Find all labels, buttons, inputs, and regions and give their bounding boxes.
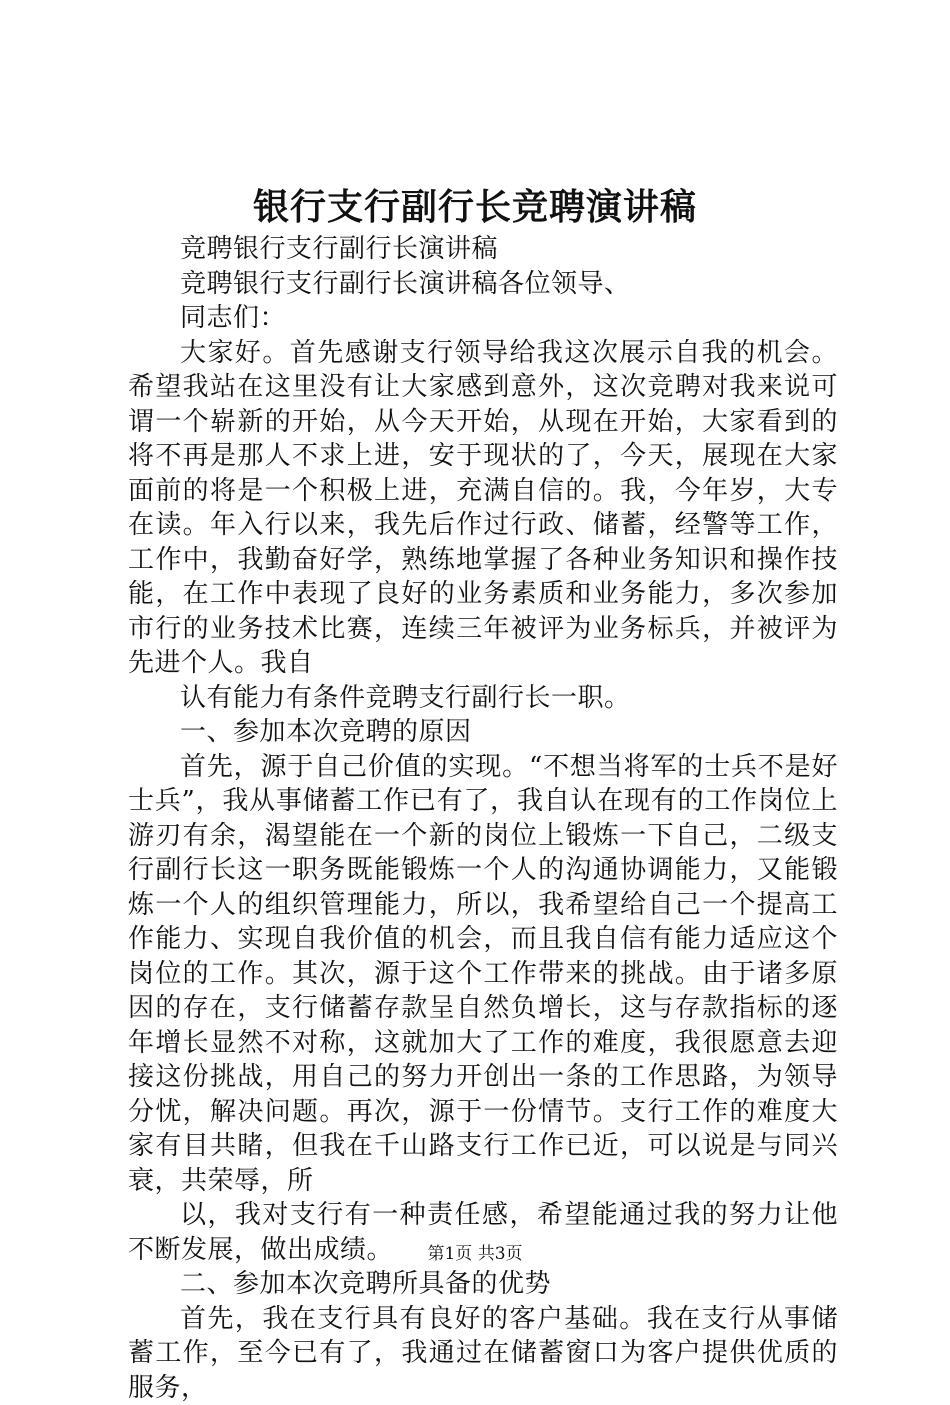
paragraph-subtitle: 竞聘银行支行副行长演讲稿	[128, 232, 838, 267]
paragraph-reasons-end: 以，我对支行有一种责任感，希望能通过我的努力让他不断发展，做出成绩。	[128, 1198, 838, 1267]
document-title: 银行支行副行长竞聘演讲稿	[0, 182, 950, 232]
section-heading-reasons: 一、参加本次竞聘的原因	[128, 715, 838, 750]
paragraph-introduction-end: 认有能力有条件竞聘支行副行长一职。	[128, 681, 838, 716]
document-body	[128, 232, 838, 1405]
paragraph-reasons: 首先，源于自己价值的实现。“不想当将军的士兵不是好士兵”，我从事储蓄工作已有了，我自认在现有的工作岗位上游刃有余，渴望能在一个新的岗位上锻炼一下自己，二级支行副行长这一职务既能锻炼一个人的沟通协调能力，又能锻炼一个人的组织管理能力，所以，我希望给自己一个提高工作能力、实现自我价值的机会，而且我自信有能力适应这个岗位的工作。其次，源于这个工作带来的挑战。由于诸多原因的存在，支行储蓄存款呈自然负增长，这与存款指标的逐年增长显然不对称，这就加大了工作的难度，我很愿意去迎接这份挑战，用自己的努力开创出一条的工作思路，为领导分忧，解决问题。再次，源于一份情节。支行工作的难度大家有目共睹，但我在千山路支行工作已近，可以说是与同兴衰，共荣辱，所	[128, 750, 838, 1199]
paragraph-salutation: 同志们：	[128, 301, 838, 336]
page-number-footer: 第1页 共3页	[0, 1243, 950, 1265]
section-heading-advantages: 二、参加本次竞聘所具备的优势	[128, 1267, 838, 1302]
paragraph-salutation-line: 竞聘银行支行副行长演讲稿各位领导、	[128, 267, 838, 302]
paragraph-introduction: 大家好。首先感谢支行领导给我这次展示自我的机会。希望我站在这里没有让大家感到意外，这次竞聘对我来说可谓一个崭新的开始，从今天开始，从现在开始，大家看到的将不再是那人不求上进，安于现状的了，今天，展现在大家面前的将是一个积极上进，充满自信的。我，今年岁，大专在读。年入行以来，我先后作过行政、储蓄，经警等工作，工作中，我勤奋好学，熟练地掌握了各种业务知识和操作技能，在工作中表现了良好的业务素质和业务能力，多次参加市行的业务技术比赛，连续三年被评为业务标兵，并被评为先进个人。我自	[128, 336, 838, 681]
paragraph-advantages: 首先，我在支行具有良好的客户基础。我在支行从事储蓄工作，至今已有了，我通过在储蓄窗口为客户提供优质的服务，	[128, 1302, 838, 1405]
